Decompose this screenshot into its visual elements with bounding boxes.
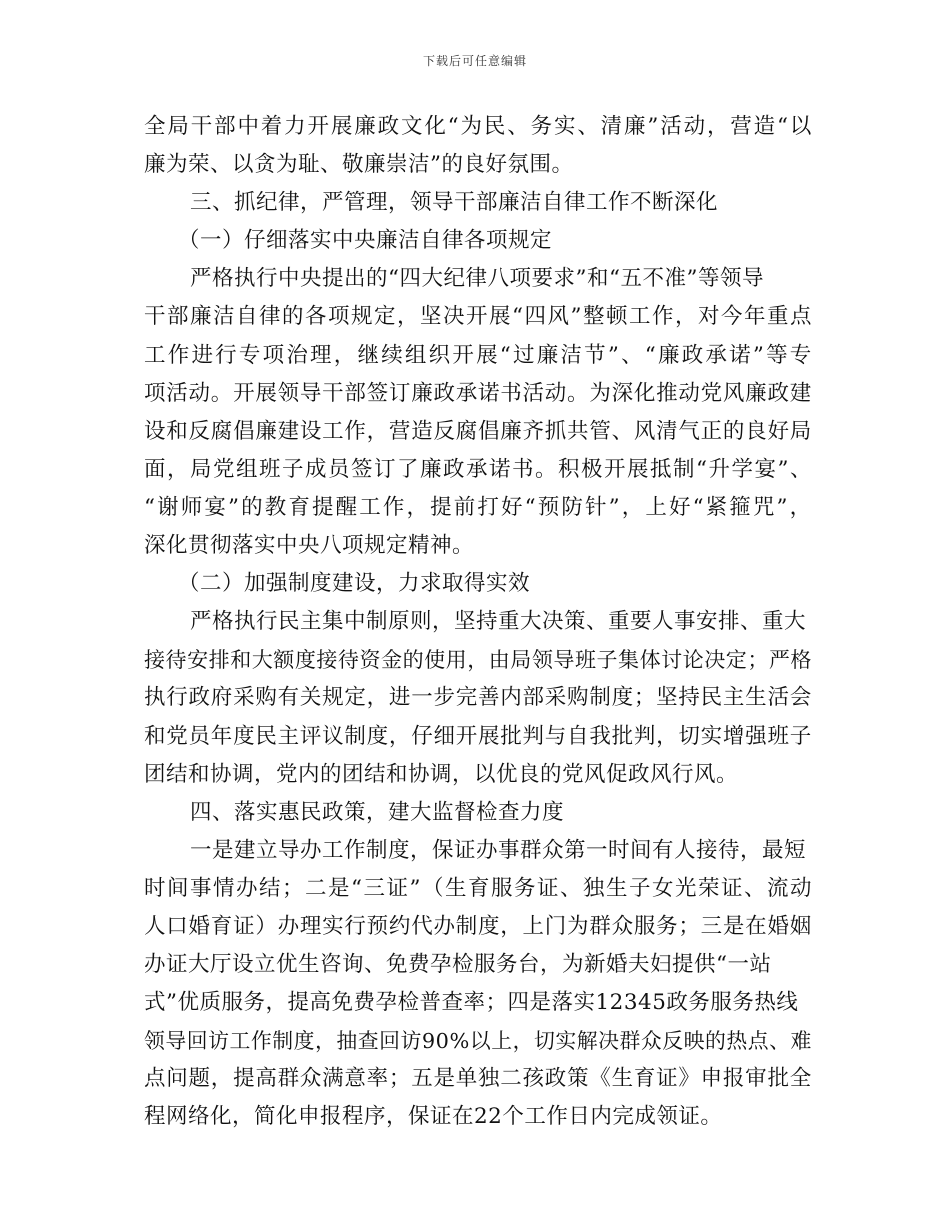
paragraph-line: 点 问 题 ， 提 高 群 众 满 意 率 ； 五 是 单 独 二 孩 政 策 《 生 育 证 》 申 报 审 批 全 <box>144 1066 812 1092</box>
paragraph-line: 办证大厅设立优生咨询、免费孕检服务台，为新婚夫妇提供“一站 <box>144 952 772 978</box>
paragraph-line: 深化贯彻落实中央八项规定精神。 <box>144 533 475 559</box>
subsection-heading: （二）加强制度建设，力求取得实效 <box>178 571 531 597</box>
paragraph-line: 时 间 事 情 办 结 ； 二 是 “ 三 证 ” （ 生 育 服 务 证 、 独 生 子 女 光 荣 证 、 流 动 <box>144 875 812 901</box>
paragraph-line: 团结和协调，党内的团结和协调，以优良的党风促政风行风。 <box>144 761 739 787</box>
page-header: 下载后可任意编辑 <box>422 54 527 68</box>
paragraph-line: 全 局 干 部 中 着 力 开 展 廉 政 文 化 “ 为 民 、 务 实 、 清 廉 ” 活 动 ， 营 造 “ 以 <box>144 114 812 139</box>
paragraph-line: 人 口 婚 育 证 ） 办 理 实 行 预 约 代 办 制 度 ， 上 门 为 群 众 服 务 ； 三 是 在 婚 姻 <box>144 913 812 939</box>
paragraph-line: 面 ， 局 党 组 班 子 成 员 签 订 了 廉 政 承 诺 书 。 积 极 开 展 抵 制 “ 升 学 宴 ” 、 <box>144 456 812 482</box>
paragraph-line: 廉为荣、以贪为耻、敬廉崇洁”的良好氛围。 <box>144 152 574 178</box>
paragraph-line: 领 导 回 访 工 作 制 度 ， 抽 查 回 访 9 0 % 以 上 ， 切 实 解 决 群 众 反 映 的 热 点 、 难 <box>144 1029 812 1054</box>
document-body <box>144 108 812 1137</box>
paragraph-line: 程网络化，简化申报程序，保证在22个工作日内完成领证。 <box>144 1104 723 1130</box>
section-heading: 四、落实惠民政策，建大监督检查力度 <box>190 799 565 825</box>
paragraph-line: 严格执行民主集中制原则，坚持重大决策、重要人事安排、重大 <box>190 609 807 635</box>
paragraph-line: 项 活 动 。 开 展 领 导 干 部 签 订 廉 政 承 诺 书 活 动 。 为 深 化 推 动 党 风 廉 政 建 <box>144 380 812 406</box>
section-heading: 三、抓纪律，严管理，领导干部廉洁自律工作不断深化 <box>190 190 719 216</box>
paragraph-line: 式”优质服务，提高免费孕检普查率；四是落实12345政务服务热线 <box>144 990 799 1016</box>
subsection-heading: （一）仔细落实中央廉洁自律各项规定 <box>178 228 553 254</box>
paragraph-line: 和 党 员 年 度 民 主 评 议 制 度 ， 仔 细 开 展 批 判 与 自 我 批 判 ， 切 实 增 强 班 子 <box>144 723 812 749</box>
paragraph-line: 干 部 廉 洁 自 律 的 各 项 规 定 ， 坚 决 开 展 “ 四 风 ” 整 顿 工 作 ， 对 今 年 重 点 <box>144 304 812 330</box>
paragraph-line: 一是建立导办工作制度，保证办事群众第一时间有人接待，最短 <box>190 837 807 863</box>
paragraph-line: 工 作 进 行 专 项 治 理 ， 继 续 组 织 开 展 “ 过 廉 洁 节 ” 、 “ 廉 政 承 诺 ” 等 专 <box>144 342 812 368</box>
paragraph-line: 严格执行中央提出的“四大纪律八项要求”和“五不准”等领导 <box>190 266 764 292</box>
paragraph-line: 执 行 政 府 采 购 有 关 规 定 ， 进 一 步 完 善 内 部 采 购 制 度 ； 坚 持 民 主 生 活 会 <box>144 685 812 711</box>
paragraph-line: 接 待 安 排 和 大 额 度 接 待 资 金 的 使 用 ， 由 局 领 导 班 子 集 体 讨 论 决 定 ； 严 格 <box>144 647 812 673</box>
paragraph-line: 设 和 反 腐 倡 廉 建 设 工 作 ， 营 造 反 腐 倡 廉 齐 抓 共 管 、 风 清 气 正 的 良 好 局 <box>144 418 812 444</box>
paragraph-line: “ 谢 师 宴 ” 的 教 育 提 醒 工 作 ， 提 前 打 好 “ 预 防 针 ” ， 上 好 “ 紧 箍 咒 ” ， <box>144 494 812 520</box>
